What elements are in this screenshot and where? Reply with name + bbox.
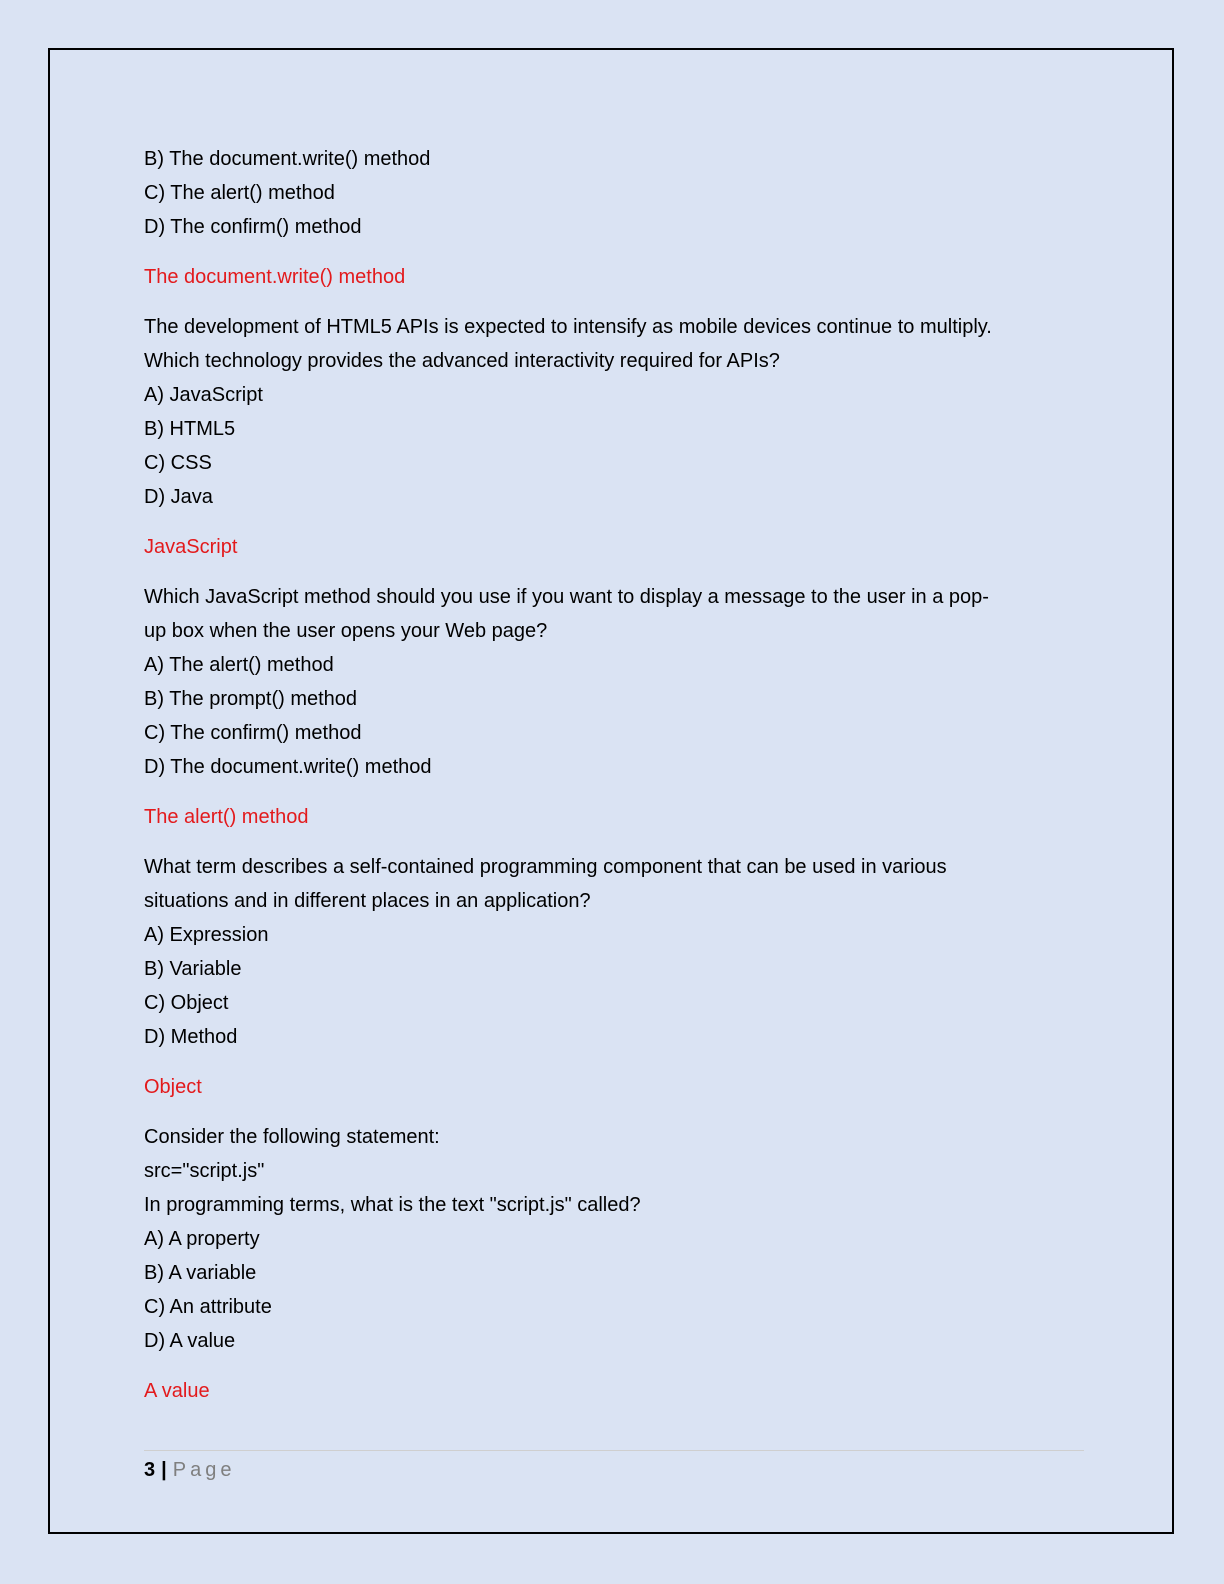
answer-text: The document.write() method: [144, 266, 406, 288]
answer-text: A value: [144, 1380, 210, 1402]
option-b: B) Variable: [144, 958, 242, 980]
option-d: D) The document.write() method: [144, 756, 432, 778]
answer-text: The alert() method: [144, 806, 309, 828]
page-label: Page: [172, 1459, 236, 1481]
question-line: The development of HTML5 APIs is expected to intensify as mobile devices continue to multiply.: [144, 316, 992, 338]
option-a: A) A property: [144, 1228, 260, 1250]
code-line: src="script.js": [144, 1160, 265, 1182]
question-line: up box when the user opens your Web page?: [144, 620, 548, 642]
option-b: B) The document.write() method: [144, 148, 431, 170]
qa-block-1: [144, 142, 1084, 294]
footer-divider: [144, 1450, 1084, 1451]
page-footer: [144, 1455, 235, 1485]
footer-separator: |: [161, 1459, 167, 1481]
question-line: Consider the following statement:: [144, 1126, 440, 1148]
option-c: C) Object: [144, 992, 229, 1014]
option-d: D) Method: [144, 1026, 238, 1048]
answer-text: Object: [144, 1076, 202, 1098]
option-d: D) Java: [144, 486, 213, 508]
option-b: B) The prompt() method: [144, 688, 358, 710]
question-line: Which technology provides the advanced interactivity required for APIs?: [144, 350, 780, 372]
option-d: D) The confirm() method: [144, 216, 362, 238]
qa-block-4: [144, 850, 1084, 1104]
question-line: In programming terms, what is the text "script.js" called?: [144, 1194, 641, 1216]
option-c: C) The confirm() method: [144, 722, 362, 744]
option-b: B) A variable: [144, 1262, 257, 1284]
option-d: D) A value: [144, 1330, 236, 1352]
answer-text: JavaScript: [144, 536, 238, 558]
option-c: C) The alert() method: [144, 182, 335, 204]
qa-block-5: [144, 1120, 1084, 1408]
question-line: What term describes a self-contained programming component that can be used in various: [144, 856, 947, 878]
option-c: C) An attribute: [144, 1296, 272, 1318]
option-c: C) CSS: [144, 452, 212, 474]
option-a: A) Expression: [144, 924, 269, 946]
qa-block-2: [144, 310, 1084, 564]
page-content: [144, 142, 1084, 1424]
question-line: situations and in different places in an application?: [144, 890, 591, 912]
option-a: A) JavaScript: [144, 384, 263, 406]
page-number: 3: [144, 1459, 156, 1481]
question-line: Which JavaScript method should you use if you want to display a message to the user in a pop-: [144, 586, 989, 608]
qa-block-3: [144, 580, 1084, 834]
option-a: A) The alert() method: [144, 654, 334, 676]
option-b: B) HTML5: [144, 418, 236, 440]
